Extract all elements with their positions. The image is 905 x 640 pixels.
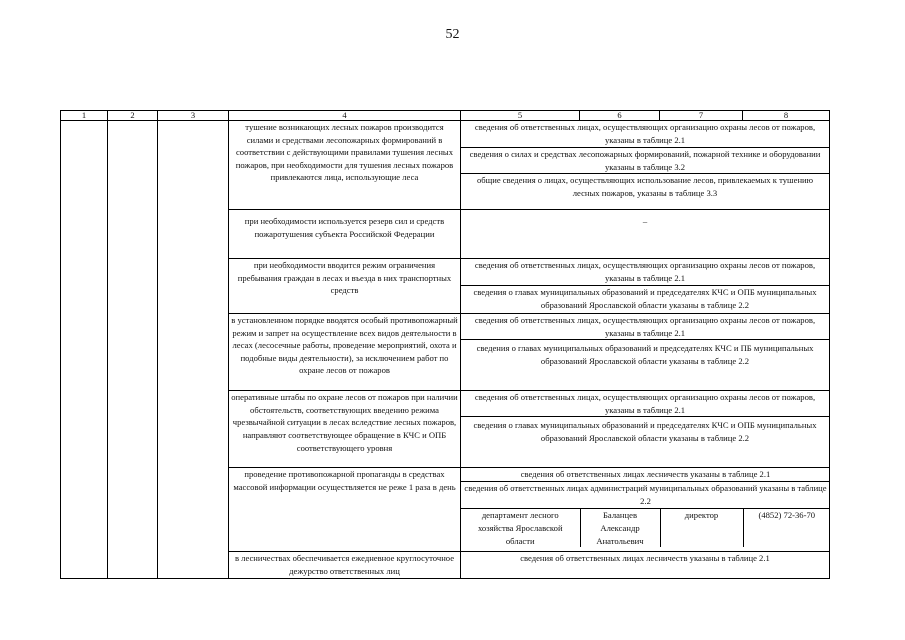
info-line: сведения о главах муниципальных образований и председателях КЧС и ОПБ муниципальных образований Ярославской области указаны в таблице 2.2 xyxy=(473,287,817,310)
header-cell: 5 xyxy=(461,111,580,121)
measure-cell: тушение возникающих лесных пожаров производится силами и средствами лесопожарных формирований в соответствии с действующими правилами тушения лесных пожаров, при необходимости для тушения лесных пожаров привлекаются лица, использующие леса xyxy=(229,121,461,210)
info-cell xyxy=(461,314,830,391)
header-cell: 6 xyxy=(580,111,660,121)
info-line: сведения об ответственных лицах, осуществляющих организацию охраны лесов от пожаров, указаны в таблице 2.1 xyxy=(461,314,829,340)
col3-cell xyxy=(158,121,229,579)
contact-phone: (4852) 72-36-70 xyxy=(743,509,830,548)
table-row xyxy=(61,121,830,210)
info-cell xyxy=(461,259,830,314)
header-cell: 1 xyxy=(61,111,108,121)
header-cell: 8 xyxy=(743,111,830,121)
measure-cell: оперативные штабы по охране лесов от пожаров при наличии обстоятельств, соответствующих введению режима чрезвычайной ситуации в лесах вследствие лесных пожаров, направляют соответствующее обращение в КЧС и ОПБ соответствующего уровня xyxy=(229,391,461,468)
info-cell xyxy=(461,121,830,210)
col2-cell xyxy=(108,121,158,579)
fire-response-table xyxy=(60,110,830,579)
info-line: сведения об ответственных лицах, осуществляющих организацию охраны лесов от пожаров, указаны в таблице 2.1 xyxy=(461,259,829,286)
info-cell xyxy=(461,468,830,552)
header-cell: 7 xyxy=(660,111,743,121)
col1-cell xyxy=(61,121,108,579)
header-cell: 2 xyxy=(108,111,158,121)
info-line: сведения о главах муниципальных образований и председателях КЧС и ОПБ муниципальных образований Ярославской области указаны в таблице 2.2 xyxy=(473,420,817,443)
header-row xyxy=(61,111,830,121)
header-cell: 3 xyxy=(158,111,229,121)
info-line: сведения об ответственных лицах администраций муниципальных образований указаны в таблице 2.2 xyxy=(461,482,830,509)
measure-cell: проведение противопожарной пропаганды в средствах массовой информации осуществляется не реже 1 раза в день xyxy=(229,468,461,552)
contact-name: Баланцев Александр Анатольевич xyxy=(580,509,660,548)
info-cell: – xyxy=(461,210,830,259)
measure-cell: при необходимости используется резерв сил и средств пожаротушения субъекта Российской Федерации xyxy=(229,210,461,259)
info-cell xyxy=(461,391,830,468)
info-line: общие сведения о лицах, осуществляющих использование лесов, привлекаемых к тушению лесных пожаров, указаны в таблице 3.3 xyxy=(476,175,814,198)
info-line: сведения об ответственных лицах, осуществляющих организацию охраны лесов от пожаров, указаны в таблице 2.1 xyxy=(461,391,829,417)
measure-cell: в лесничествах обеспечивается ежедневное круглосуточное дежурство ответственных лиц xyxy=(229,552,461,579)
info-line: сведения об ответственных лицах лесничеств указаны в таблице 2.1 xyxy=(461,468,830,482)
info-line: сведения об ответственных лицах, осуществляющих организацию охраны лесов от пожаров, указаны в таблице 2.1 xyxy=(461,121,829,148)
page-number: 52 xyxy=(445,27,460,42)
contact-org: департамент лесного хозяйства Ярославской области xyxy=(477,510,563,546)
info-cell: сведения об ответственных лицах лесничеств указаны в таблице 2.1 xyxy=(461,552,830,579)
info-line: сведения о главах муниципальных образований и председателях КЧС и ПБ муниципальных образований Ярославской области указаны в таблице 2.2 xyxy=(476,343,814,366)
contact-position: директор xyxy=(660,509,743,548)
measure-cell: при необходимости вводится режим ограничения пребывания граждан в лесах и въезда в них транспортных средств xyxy=(229,259,461,314)
header-cell: 4 xyxy=(229,111,461,121)
info-line: сведения о силах и средствах лесопожарных формирований, пожарной технике и оборудовании указаны в таблице 3.2 xyxy=(461,148,829,174)
measure-cell: в установленном порядке вводятся особый противопожарный режим и запрет на осуществление всех видов деятельности в лесах (лесосечные работы, проведение мероприятий, охота и подобные виды деятельности), за исключением работ по охране лесов от пожаров xyxy=(229,314,461,391)
